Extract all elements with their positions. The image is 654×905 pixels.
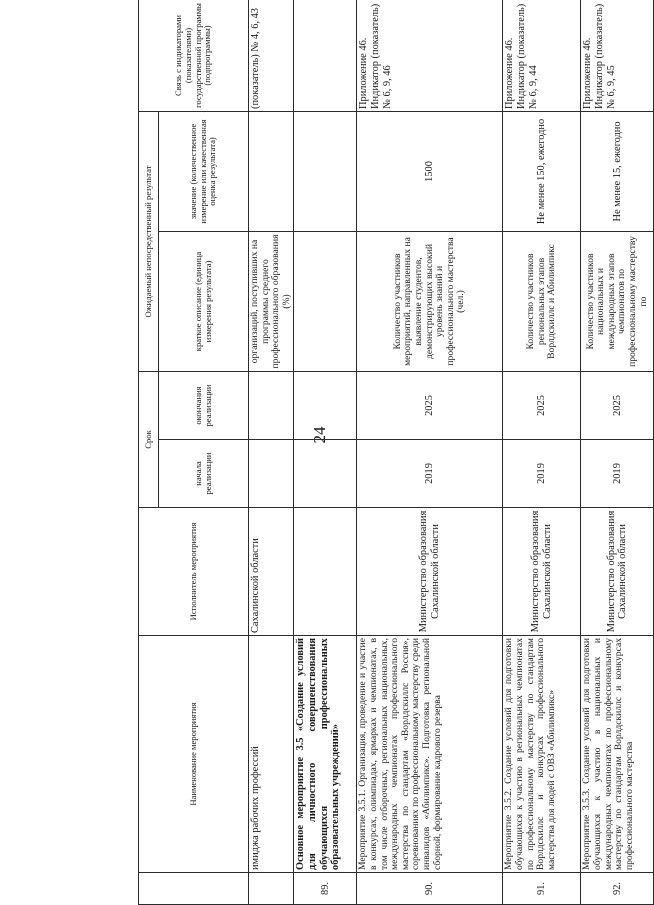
header-link: Связь с индикаторами (показателями) государственной программы (подпрограммы) bbox=[139, 0, 249, 111]
row-executor: Сахалинской области bbox=[249, 508, 294, 636]
table-row bbox=[357, 0, 503, 905]
row-desc: Количество участников региональных этапов Ворлдскиллс и Абилимпикс bbox=[503, 231, 581, 371]
row-number: 90. bbox=[357, 873, 503, 905]
row-desc: Количество участников мероприятий, направленных на выявление студентов, демонстрирующих высокий уровень знаний и профессионального мастерства (чел.) bbox=[357, 231, 503, 371]
row-desc: Количество участников национальных и международных этапов чемпионатов по профессиональному мастерству по bbox=[581, 231, 654, 371]
row-value: Не менее 15, ежегодно bbox=[581, 111, 654, 231]
header-result: Ожидаемый непосредственный результат bbox=[139, 111, 159, 371]
row-start: 2019 bbox=[503, 440, 581, 508]
row-executor: Министерство образования Сахалинской области bbox=[581, 508, 654, 636]
row-name: имиджа рабочих профессий bbox=[249, 636, 294, 873]
table-row bbox=[294, 0, 357, 905]
row-number bbox=[249, 873, 294, 905]
row-number: 91. bbox=[503, 873, 581, 905]
row-value: 1500 bbox=[357, 111, 503, 231]
header-term-start: начала реализации bbox=[159, 440, 249, 508]
row-number: 92. bbox=[581, 873, 654, 905]
row-number: 89. bbox=[294, 873, 357, 905]
activities-table bbox=[138, 0, 654, 905]
row-value bbox=[249, 111, 294, 231]
row-name: Основное мероприятие 3.5 «Создание условий для личностного совершенствования обучающихся профессиональных образовательных учреждений» bbox=[294, 636, 357, 873]
header-result-desc: краткое описание (единица измерения результата) bbox=[159, 231, 249, 371]
row-end bbox=[249, 371, 294, 439]
header-executor: Исполнитель мероприятия bbox=[139, 508, 249, 636]
page-number: 24 bbox=[310, 426, 329, 444]
row-name: Мероприятие 3.5.2. Создание условий для подготовки обучающихся к участию в региональных чемпионатах по профессиональному мастерству по стандартам Ворлдскиллс и конкурсах профессионального мастерства для людей с ОВЗ «Абилимпикс» bbox=[503, 636, 581, 873]
row-end: 2025 bbox=[503, 371, 581, 439]
row-name: Мероприятие 3.5.3. Создание условий для подготовки обучающихся к участию в национальных и международных чемпионатах по профессиональному мастерству по стандартам Ворлдскиллс и конкурсах профессионального мастерства bbox=[581, 636, 654, 873]
row-link: Приложение 46. Индикатор (показатель) № 6, 9, 46 bbox=[357, 0, 503, 111]
row-link bbox=[294, 0, 357, 111]
header-name: Наименование мероприятия bbox=[139, 636, 249, 873]
row-end bbox=[294, 371, 357, 439]
row-link: (показатель) № 4, 6, 43 bbox=[249, 0, 294, 111]
table-row bbox=[581, 0, 654, 905]
row-end: 2025 bbox=[357, 371, 503, 439]
header-result-value: значение (количественное измерение или качественная оценка результата) bbox=[159, 111, 249, 231]
row-link: Приложение 46. Индикатор (показатель) № 6, 9, 44 bbox=[503, 0, 581, 111]
document-sheet bbox=[138, 0, 649, 905]
table-row bbox=[249, 0, 294, 905]
row-desc bbox=[294, 231, 357, 371]
row-name: Мероприятие 3.5.1. Организация, проведение и участие в конкурсах, олимпиадах, ярмарках и чемпионатах, в том числе отборочных, региональных национальных, международных чемпионатах профессионального мастерства по стандартам «Ворлдскиллс Россия», соревнованиях по профессиональному мастерству среди инвалидов «Абилимпикс». Подготовка региональной сборной, формирование кадрового резерва bbox=[357, 636, 503, 873]
row-executor: Министерство образования Сахалинской области bbox=[503, 508, 581, 636]
row-executor bbox=[294, 508, 357, 636]
header-num bbox=[139, 873, 249, 905]
table-row bbox=[503, 0, 581, 905]
row-start: 2019 bbox=[581, 440, 654, 508]
rotated-table-wrapper bbox=[138, 0, 649, 905]
row-start: 2019 bbox=[357, 440, 503, 508]
row-end: 2025 bbox=[581, 371, 654, 439]
row-desc: организаций, поступивших на программы среднего профессионального образования (%) bbox=[249, 231, 294, 371]
row-start bbox=[249, 440, 294, 508]
header-term: Срок bbox=[139, 371, 159, 507]
row-link: Приложение 46. Индикатор (показатель) № 6, 9, 45 bbox=[581, 0, 654, 111]
row-start bbox=[294, 440, 357, 508]
row-value bbox=[294, 111, 357, 231]
row-value: Не менее 150, ежегодно bbox=[503, 111, 581, 231]
header-term-end: окончания реализации bbox=[159, 371, 249, 439]
row-executor: Министерство образования Сахалинской области bbox=[357, 508, 503, 636]
